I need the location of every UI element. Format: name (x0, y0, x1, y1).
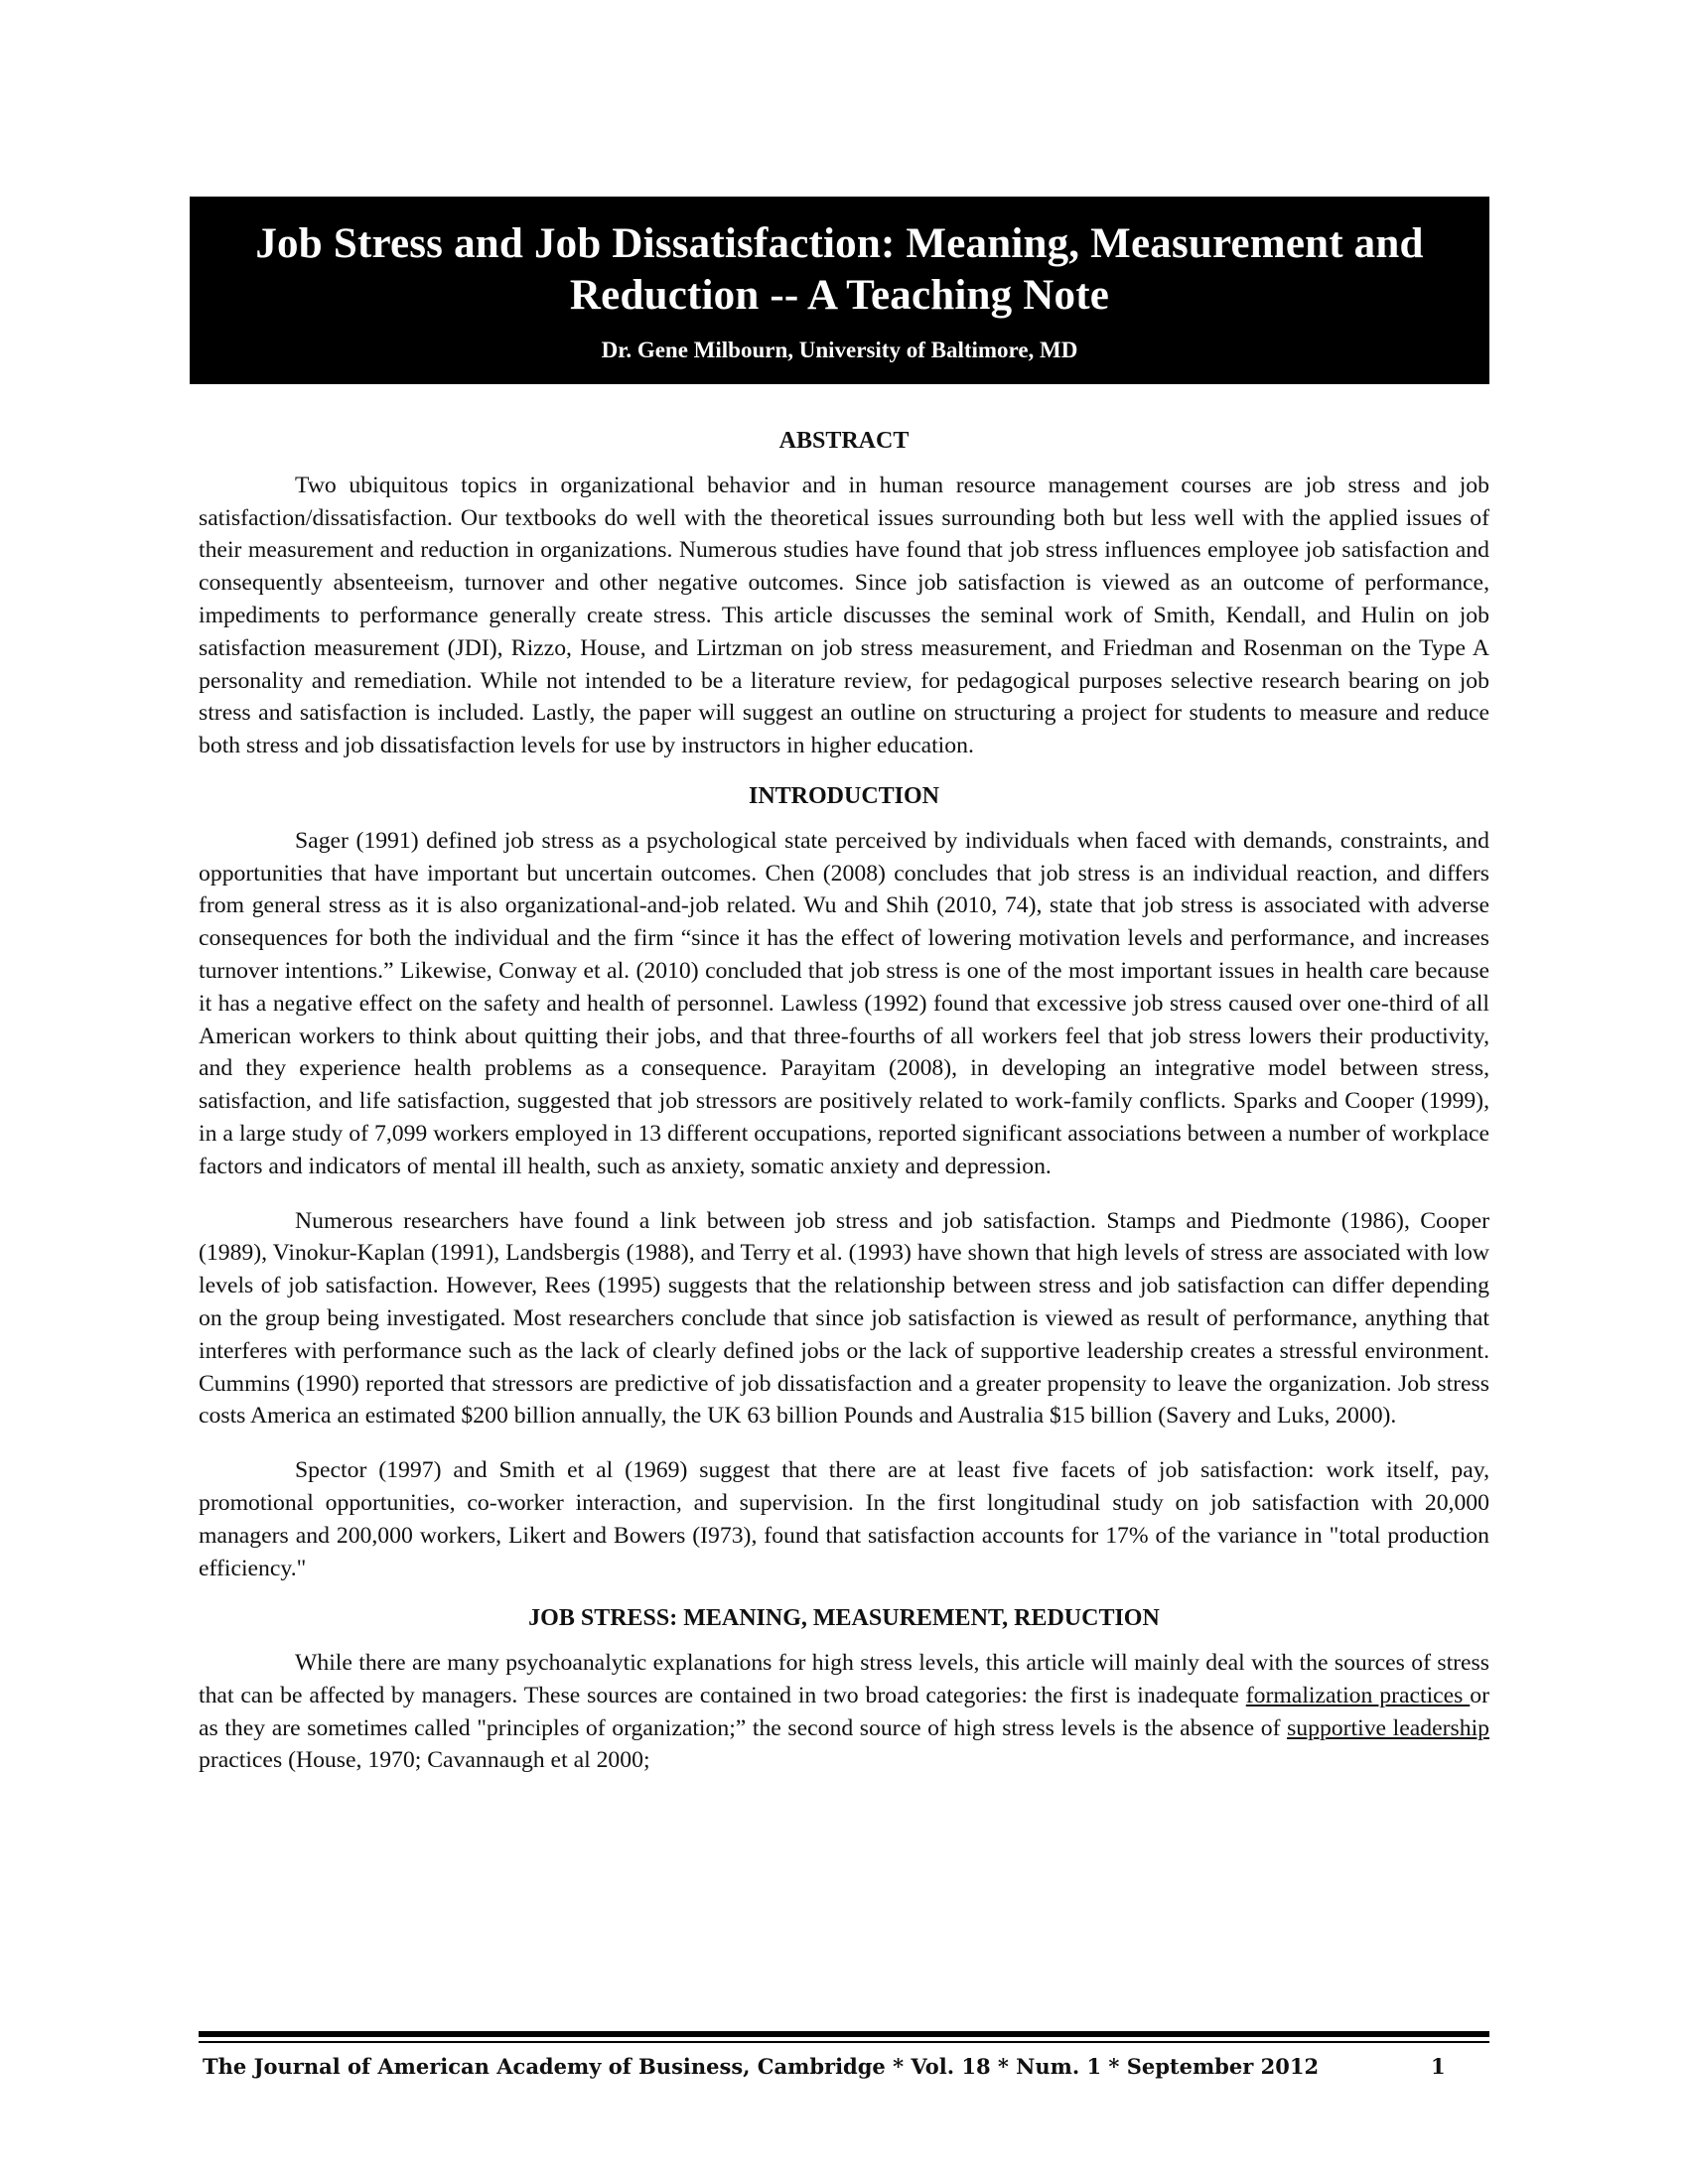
author-affiliation: Dr. Gene Milbourn, University of Baltimore, MD (601, 338, 1078, 362)
introduction-heading: INTRODUCTION (748, 782, 940, 809)
abstract-text: Two ubiquitous topics in organizational behavior and in human resource management courses are job stress and job satisfaction/dissatisfaction. Our textbooks do well with the theoretical issues surrounding both but less well with the applied issues of their measurement and reduction in organizations. Numerous studies have found that job stress influences employee job satisfaction and consequently absenteeism, turnover and other negative outcomes. Since job satisfaction is viewed as an outcome of performance, impediments to performance generally create stress. This article discusses the seminal work of Smith, Kendall, and Hulin on job satisfaction measurement (JDI), Rizzo, House, and Lirtzman on job stress measurement, and Friedman and Rosenman on the Type A personality and remediation. While not intended to be a literature review, for pedagogical purposes selective research bearing on job stress and satisfaction is included. Lastly, the paper will suggest an outline on structuring a project for students to measure and reduce both stress and job dissatisfaction levels for use by instructors in higher education. (199, 472, 1489, 759)
job-stress-paragraph (199, 1647, 1489, 1777)
job-stress-text-part-1: While there are many psychoanalytic explanations for high stress levels, this article will mainly deal with the sources of stress that can be affected by managers. These sources are contained in two broad categories: the first is inadequate (199, 1650, 1489, 1708)
job-stress-text-part-2: or as they are sometimes called "principles of organization;” the second source of high stress levels is the absence of (199, 1682, 1490, 1741)
job-stress-heading: JOB STRESS: MEANING, MEASUREMENT, REDUCTION (528, 1605, 1160, 1632)
formalization-practices-term: formalization practices (1245, 1682, 1471, 1708)
abstract-heading: ABSTRACT (778, 428, 910, 454)
introduction-paragraph-3: Spector (1997) and Smith et al (1969) suggest that there are at least five facets of job satisfaction: work itself, pay, promotional opportunities, co-worker interaction, and supervision. In the first longitudinal study on job satisfaction with 20,000 managers and 200,000 workers, Likert and Bowers (I973), found that satisfaction accounts for 17% of the variance in "total production efficiency." (199, 1457, 1489, 1581)
paper-title-line-2: Reduction -- A Teaching Note (569, 272, 1110, 319)
paper-title-line-1: Job Stress and Job Dissatisfaction: Meaning, Measurement and (255, 220, 1424, 267)
page-number: 1 (1431, 2054, 1446, 2079)
introduction-paragraph-2: Numerous researchers have found a link between job stress and job satisfaction. Stamps and Piedmonte (1986), Cooper (1989), Vinokur-Kaplan (1991), Landsbergis (1988), and Terry et al. (1993) have shown that high levels of stress are associated with low levels of job satisfaction. However, Rees (1995) suggests that the relationship between stress and job satisfaction can differ depending on the group being investigated. Most researchers conclude that since job satisfaction is viewed as result of performance, anything that interferes with performance such as the lack of clearly defined jobs or the lack of supportive leadership creates a stressful environment. Cummins (1990) reported that stressors are predictive of job dissatisfaction and a greater propensity to leave the organization. Job stress costs America an estimated $200 billion annually, the UK 63 billion Pounds and Australia $15 billion (Savery and Luks, 2000). (199, 1207, 1489, 1430)
job-stress-text-part-3: practices (House, 1970; Cavannaugh et al 2000; (199, 1747, 650, 1774)
article-body (199, 425, 1489, 1777)
introduction-paragraph-1: Sager (1991) defined job stress as a psychological state perceived by individuals when faced with demands, constraints, and opportunities that have important but uncertain outcomes. Chen (2008) concludes that job stress is an individual reaction, and differs from general stress as it is also organizational-and-job related. Wu and Shih (2010, 74), state that job stress is associated with adverse consequences for both the individual and the firm “since it has the effect of lowering motivation levels and performance, and increases turnover intentions.” Likewise, Conway et al. (2010) concluded that job stress is one of the most important issues in health care because it has a negative effect on the safety and health of personnel. Lawless (1992) found that excessive job stress caused over one-third of all American workers to think about quitting their jobs, and that three-fourths of all workers feel that job stress lowers their productivity, and they experience health problems as a consequence. Parayitam (2008), in developing an integrative model between stress, satisfaction, and life satisfaction, suggested that job stressors are positively related to work-family conflicts. Sparks and Cooper (1999), in a large study of 7,099 workers employed in 13 different occupations, reported significant associations between a number of workplace factors and indicators of mental ill health, such as anxiety, somatic anxiety and depression. (199, 827, 1489, 1179)
journal-footer: The Journal of American Academy of Business, Cambridge * Vol. 18 * Num. 1 * September 2012 (203, 2054, 1320, 2079)
footer-rule-thick (199, 2031, 1489, 2037)
footer-rule-thin (199, 2041, 1489, 2043)
supportive-leadership-term: supportive leadership (1287, 1714, 1489, 1741)
title-banner (190, 197, 1489, 384)
